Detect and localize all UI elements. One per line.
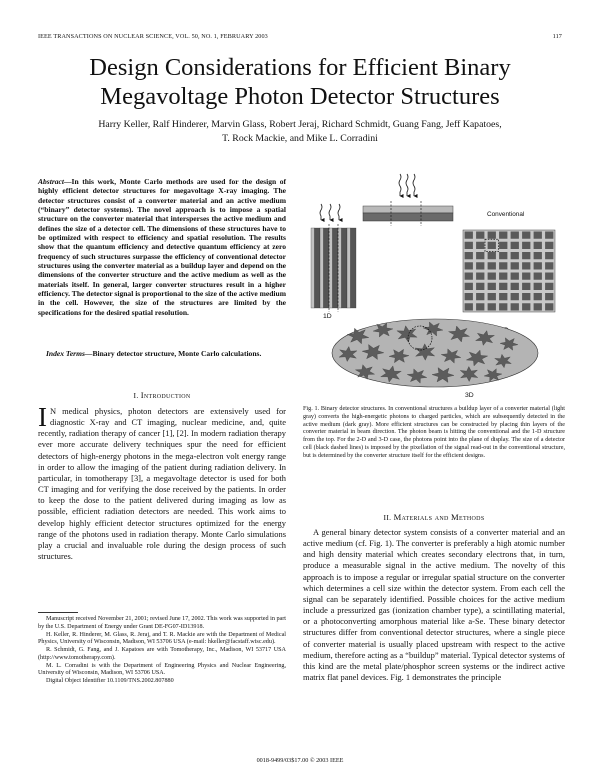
drop-cap: I bbox=[38, 402, 47, 432]
methods-body bbox=[303, 527, 565, 683]
running-head bbox=[38, 33, 562, 40]
section-1-title: Introduction bbox=[140, 390, 191, 400]
3d-structure bbox=[332, 319, 538, 387]
index-terms bbox=[38, 349, 286, 358]
copyright-footer: 0018-9499/03$17.00 © 2003 IEEE bbox=[256, 757, 344, 764]
title-line-1: Design Considerations for Efficient Binary bbox=[89, 54, 511, 81]
1d-photon-arrows bbox=[320, 204, 340, 220]
footnote-doi: Digital Object Identifier 10.1109/TNS.2002.807880 bbox=[46, 678, 174, 684]
1d-structure bbox=[311, 224, 356, 312]
footnote-rule bbox=[38, 612, 78, 613]
page-number: 117 bbox=[552, 33, 562, 40]
index-terms-text: Binary detector structure, Monte Carlo calculations. bbox=[92, 349, 262, 358]
conventional-photon-arrows bbox=[399, 174, 415, 196]
caption-text: Fig. 1. Binary detector structures. In conventional structures a buildup layer of a converter material (light gray) converts the high-energetic photons to charged particles, which are subsequently detected in the active medium (dark gray). More efficient structures can be constructed by placing thin layers of the converter material in beam direction. The photon beam is hitting the conventional and the 1-D structure from the top. For the 2-D and 3-D case, the photons point into the plane of display. The size of a detector cell (black dashed lines) is imposed by the pixellation of the signal read-out in the conventional structure, but is determined by the converter structure itself for the efficient designs. bbox=[303, 406, 565, 459]
section-heading-methods bbox=[303, 512, 565, 522]
figure-1 bbox=[303, 168, 568, 400]
authors-line-2: T. Rock Mackie, and Mike L. Corradini bbox=[222, 132, 378, 144]
footnotes bbox=[38, 616, 286, 686]
section-heading-introduction bbox=[38, 390, 286, 400]
authors-line-1: Harry Keller, Ralf Hinderer, Marvin Glass, Robert Jeraj, Richard Schmidt, Guang Fang, Jeff Kapatoes, bbox=[98, 119, 502, 130]
journal-header: IEEE TRANSACTIONS ON NUCLEAR SCIENCE, VOL. 50, NO. 1, FEBRUARY 2003 bbox=[38, 33, 268, 40]
footnote-manuscript: Manuscript received November 21, 2001; revised June 17, 2002. This work was supported in part by the U.S. Department of Energy under Grant DE-FG07-ID13918. bbox=[38, 616, 286, 630]
abstract-label: Abstract— bbox=[38, 177, 72, 186]
title-line-2: Megavoltage Photon Detector Structures bbox=[100, 83, 500, 110]
label-3d: 3D bbox=[465, 392, 474, 399]
footnote-affiliation-tomotherapy: R. Schmidt, G. Fang, and J. Kapatoes are with Tomotherapy, Inc., Madison, WI 53717 USA (http://www.tomotherapy.com). bbox=[38, 647, 286, 661]
methods-text: A general binary detector system consists of a converter material and an active medium (cf. Fig. 1). The converter is preferably a high atomic number and high density material which creates secondary electrons that, in turn, produce a measurable signal in the active medium. The novelty of this approach is to impose a regular or irregular spatial structure on the converter which determines a cell size within the detector system. From each cell the signal can be separately identified. Possible choices for the active medium include a pressurized gas (ionization chamber type), a scintillating material, or a photoconverting amorphous material like a-Se. These binary detector structures differ from conventional detector structures, where a single piece of converter material is usually placed upstream with respect to the active medium, therefore acting as a “buildup” material. Typical detector systems of this kind are the metal plate/phosphor screen systems or the indirect active matrix flat panel devices. Fig. 1 demonstrates the principle bbox=[303, 527, 565, 683]
introduction-body bbox=[38, 402, 286, 562]
author-list bbox=[50, 118, 550, 145]
2d-structure bbox=[463, 230, 555, 312]
label-conventional: Conventional bbox=[487, 211, 525, 218]
introduction-text: N medical physics, photon detectors are extensively used for diagnostic X-ray and CT imaging, nuclear medicine, and, quite recently, radiation therapy of cancer [1], [2]. In modern radiation therapy ever more accurate delivery techniques spur the need for efficient detectors of high-energy photons in the mega-electron volt energy range in order to allow the imaging of the patient during radiation delivery. In particular, in tomotherapy [3], a megavoltage detector is used for both CT imaging and for verifying the dose received by the patients. In order to keep the dose to the patient delivered during imaging as low as possible, efficient radiation detectors are needed. This work aims to develop highly efficient detector structures optimized for the energy range of the photons used in radiation therapy. Monte Carlo simulations play a crucial and invaluable role during the design process of such structures. bbox=[38, 406, 286, 562]
conventional-structure bbox=[363, 201, 453, 226]
binary-detector-diagram bbox=[303, 168, 568, 400]
footnote-affiliation-uw: H. Keller, R. Hinderer, M. Glass, R. Jeraj, and T. R. Mackie are with the Department of Medical Physics, University of Wisconsin, Madison, WI 53706 USA (e-mail: hkeller@facstaff.wisc.edu). bbox=[38, 631, 286, 646]
figure-1-caption bbox=[303, 406, 565, 460]
section-2-title: Materials and Methods bbox=[393, 512, 485, 522]
section-2-numeral: II. bbox=[383, 513, 392, 522]
footnote-affiliation-engineering: M. L. Corradini is with the Department of Engineering Physics and Nuclear Engineering, University of Wisconsin, Madison, WI 53706 USA. bbox=[38, 662, 286, 677]
section-1-numeral: I. bbox=[133, 391, 139, 400]
abstract bbox=[38, 177, 286, 317]
index-terms-label: Index Terms— bbox=[46, 349, 93, 358]
paper-title bbox=[40, 53, 560, 111]
label-1d: 1D bbox=[323, 313, 332, 320]
abstract-text: In this work, Monte Carlo methods are used for the design of highly efficient detector structures for megavoltage X-ray imaging. The detector structures consist of a converter material and an active medium (“binary” detector systems). The novel approach is to impose a spatial structure on the converter material that intersperses the active medium and defines the size of a detector cell. The dimensions of these structures have to be optimized with respect to efficiency and spatial resolution. The results show that the quantum efficiency and detective quantum efficiency at zero frequency of such structures surpasse the efficiency of conventional detector structures using the converter material as a buildup layer and depend on the dimensions of the converter structure and the active medium as well as the materials itself. In general, larger converter structures result in a higher efficiency. The detector signal is proportional to the size of the active medium in the cell. However, the size of the structures are limited by the specifications for the desired spatial resolution. bbox=[38, 177, 286, 317]
